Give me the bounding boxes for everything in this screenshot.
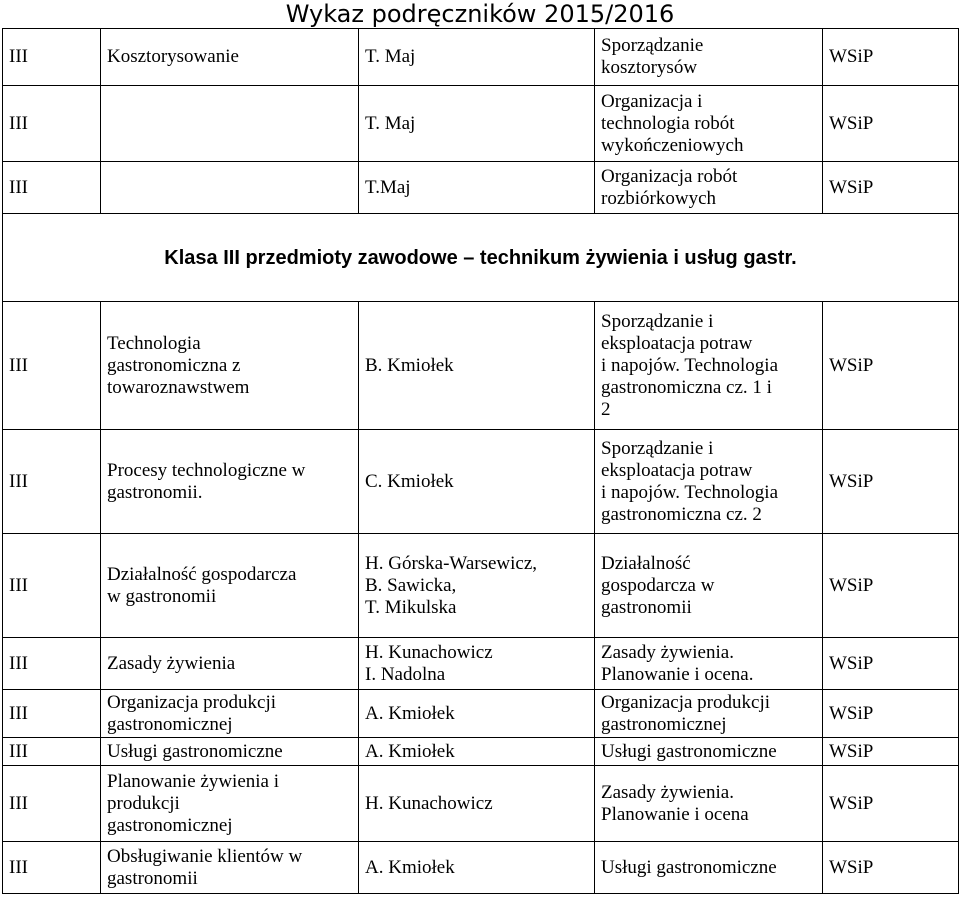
- section-header-row: [3, 214, 959, 302]
- subject-cell: Planowanie żywienia i produkcji gastronomicznej: [101, 766, 359, 842]
- subject-cell: Kosztorysowanie: [101, 29, 359, 86]
- title-cell: Organizacja i technologia robót wykończeniowych: [595, 86, 823, 162]
- publisher-cell: WSiP: [823, 162, 959, 214]
- author-cell: T. Maj: [359, 86, 595, 162]
- title-cell: Zasady żywienia. Planowanie i ocena.: [595, 638, 823, 690]
- table-row: [3, 738, 959, 766]
- class-cell: III: [3, 162, 101, 214]
- textbook-table: [2, 28, 959, 894]
- subject-cell: Procesy technologiczne w gastronomii.: [101, 430, 359, 534]
- publisher-cell: WSiP: [823, 690, 959, 738]
- publisher-cell: WSiP: [823, 430, 959, 534]
- author-cell: A. Kmiołek: [359, 690, 595, 738]
- author-cell: T.Maj: [359, 162, 595, 214]
- title-cell: Sporządzanie kosztorysów: [595, 29, 823, 86]
- author-cell: A. Kmiołek: [359, 842, 595, 894]
- title-cell: Działalność gospodarcza w gastronomii: [595, 534, 823, 638]
- author-cell: B. Kmiołek: [359, 302, 595, 430]
- title-cell: Usługi gastronomiczne: [595, 738, 823, 766]
- subject-cell: Usługi gastronomiczne: [101, 738, 359, 766]
- publisher-cell: WSiP: [823, 86, 959, 162]
- table-row: [3, 86, 959, 162]
- table-row: [3, 302, 959, 430]
- publisher-cell: WSiP: [823, 738, 959, 766]
- author-cell: A. Kmiołek: [359, 738, 595, 766]
- table-row: [3, 430, 959, 534]
- publisher-cell: WSiP: [823, 29, 959, 86]
- class-cell: III: [3, 29, 101, 86]
- class-cell: III: [3, 738, 101, 766]
- table-row: [3, 162, 959, 214]
- class-cell: III: [3, 430, 101, 534]
- title-cell: Zasady żywienia. Planowanie i ocena: [595, 766, 823, 842]
- table-row: [3, 842, 959, 894]
- subject-cell: [101, 162, 359, 214]
- subject-cell: Organizacja produkcji gastronomicznej: [101, 690, 359, 738]
- publisher-cell: WSiP: [823, 638, 959, 690]
- class-cell: III: [3, 690, 101, 738]
- subject-cell: Technologia gastronomiczna z towaroznawstwem: [101, 302, 359, 430]
- publisher-cell: WSiP: [823, 534, 959, 638]
- table-row: [3, 638, 959, 690]
- subject-cell: Zasady żywienia: [101, 638, 359, 690]
- class-cell: III: [3, 86, 101, 162]
- class-cell: III: [3, 842, 101, 894]
- title-cell: Organizacja produkcji gastronomicznej: [595, 690, 823, 738]
- publisher-cell: WSiP: [823, 842, 959, 894]
- table-row: [3, 690, 959, 738]
- class-cell: III: [3, 638, 101, 690]
- class-cell: III: [3, 766, 101, 842]
- title-cell: Sporządzanie i eksploatacja potraw i napojów. Technologia gastronomiczna cz. 1 i 2: [595, 302, 823, 430]
- author-cell: T. Maj: [359, 29, 595, 86]
- table-row: [3, 29, 959, 86]
- title-cell: Usługi gastronomiczne: [595, 842, 823, 894]
- page-title: Wykaz podręczników 2015/2016: [285, 0, 675, 28]
- author-cell: C. Kmiołek: [359, 430, 595, 534]
- author-cell: H. Górska-Warsewicz, B. Sawicka, T. Mikulska: [359, 534, 595, 638]
- subject-cell: Działalność gospodarcza w gastronomii: [101, 534, 359, 638]
- author-cell: H. Kunachowicz I. Nadolna: [359, 638, 595, 690]
- subject-cell: Obsługiwanie klientów w gastronomii: [101, 842, 359, 894]
- class-cell: III: [3, 534, 101, 638]
- publisher-cell: WSiP: [823, 766, 959, 842]
- title-cell: Organizacja robót rozbiórkowych: [595, 162, 823, 214]
- table-row: [3, 766, 959, 842]
- title-cell: Sporządzanie i eksploatacja potraw i napojów. Technologia gastronomiczna cz. 2: [595, 430, 823, 534]
- section-header: Klasa III przedmioty zawodowe – technikum żywienia i usług gastr.: [3, 214, 959, 302]
- publisher-cell: WSiP: [823, 302, 959, 430]
- class-cell: III: [3, 302, 101, 430]
- subject-cell: [101, 86, 359, 162]
- table-row: [3, 534, 959, 638]
- author-cell: H. Kunachowicz: [359, 766, 595, 842]
